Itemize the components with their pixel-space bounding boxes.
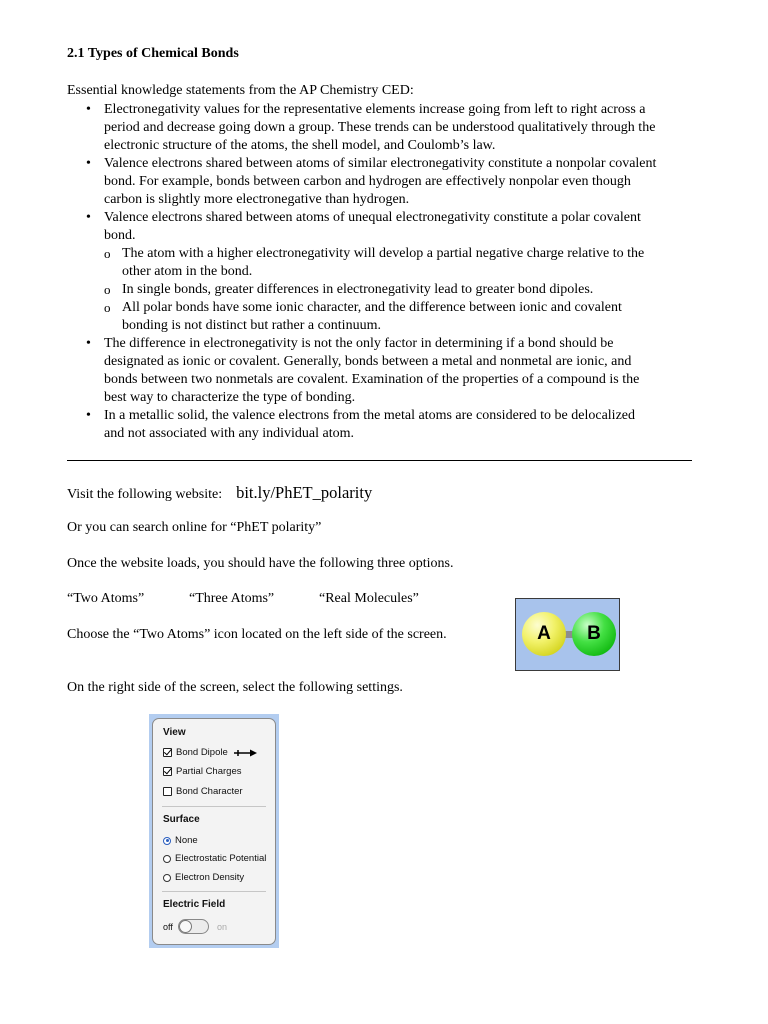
knowledge-line: period and decrease going down a group. These trends can be understood qualitatively through the: [104, 120, 656, 135]
knowledge-line: bond. For example, bonds between carbon and hydrogen are effectively nonpolar even though: [104, 174, 631, 189]
partial-charges-checkbox[interactable]: [163, 766, 241, 777]
surface-none-radio[interactable]: [163, 835, 198, 846]
intro-text: Essential knowledge statements from the AP Chemistry CED:: [67, 83, 414, 98]
radio-selected-icon: [163, 837, 171, 845]
bullet-icon: •: [86, 102, 91, 117]
knowledge-line: bond.: [104, 228, 136, 243]
knowledge-line: designated as ionic or covalent. Generally, bonds between a metal and nonmetal are ionic, and: [104, 354, 632, 369]
knowledge-line: carbon is slightly more electronegative than hydrogen.: [104, 192, 410, 207]
option-real-molecules: “Real Molecules”: [319, 591, 419, 606]
settings-intro: On the right side of the screen, select the following settings.: [67, 680, 403, 695]
section-heading: 2.1 Types of Chemical Bonds: [67, 46, 239, 61]
dipole-arrow-icon: [233, 749, 257, 757]
knowledge-line: and not associated with any individual atom.: [104, 426, 355, 441]
radio-unselected-icon: [163, 855, 171, 863]
two-atoms-icon[interactable]: [515, 598, 620, 671]
options-intro: Once the website loads, you should have the following three options.: [67, 556, 454, 571]
knowledge-line: Valence electrons shared between atoms of similar electronegativity constitute a nonpolar covalent: [104, 156, 657, 171]
knowledge-line: The difference in electronegativity is not the only factor in determining if a bond should be: [104, 336, 614, 351]
panel-divider: [162, 806, 266, 807]
view-title: View: [163, 727, 186, 738]
checkbox-checked-icon: [163, 748, 172, 757]
sub-bullet-icon: o: [104, 300, 111, 315]
surface-electron-density-radio[interactable]: [163, 872, 244, 883]
toggle-on-label: on: [217, 922, 228, 932]
radio-label: Electron Density: [175, 872, 245, 883]
checkbox-checked-icon: [163, 767, 172, 776]
radio-label: Electrostatic Potential: [175, 853, 267, 864]
options-row: [67, 591, 507, 611]
knowledge-item: [86, 407, 706, 443]
electric-field-title: Electric Field: [163, 899, 226, 910]
visit-text: Visit the following website:: [67, 487, 223, 502]
sub-line: The atom with a higher electronegativity will develop a partial negative charge relative to the: [122, 246, 645, 261]
knowledge-item: [86, 101, 706, 155]
horizontal-divider: [67, 460, 692, 461]
sub-line: In single bonds, greater differences in electronegativity lead to greater bond dipoles.: [122, 282, 594, 297]
toggle-off-label: off: [163, 922, 173, 932]
bond-character-checkbox[interactable]: [163, 786, 243, 797]
choose-text: Choose the “Two Atoms” icon located on the left side of the screen.: [67, 627, 447, 642]
electric-field-toggle[interactable]: [178, 919, 209, 934]
bullet-icon: •: [86, 210, 91, 225]
atom-a-icon: A: [522, 612, 566, 656]
checkbox-unchecked-icon: [163, 787, 172, 796]
panel-divider: [162, 891, 266, 892]
knowledge-line: In a metallic solid, the valence electrons from the metal atoms are considered to be delocalized: [104, 408, 636, 423]
knowledge-line: bonds between two nonmetals are covalent. Examination of the properties of a compound is the: [104, 372, 640, 387]
sub-line: other atom in the bond.: [122, 264, 253, 279]
sub-bullet-icon: o: [104, 282, 111, 297]
sub-bullet-icon: o: [104, 246, 111, 261]
atom-b-icon: B: [572, 612, 616, 656]
knowledge-item: [86, 209, 706, 335]
surface-title: Surface: [163, 814, 200, 825]
search-text: Or you can search online for “PhET polarity”: [67, 520, 322, 535]
knowledge-line: electronic structure of the atoms, the shell model, and Coulomb’s law.: [104, 138, 496, 153]
visit-line: [67, 483, 372, 503]
surface-electrostatic-radio[interactable]: [163, 853, 266, 864]
sub-item: [104, 281, 706, 299]
sub-line: All polar bonds have some ionic character, and the difference between ionic and covalent: [122, 300, 622, 315]
bond-dipole-checkbox[interactable]: [163, 747, 257, 758]
checkbox-label: Partial Charges: [176, 766, 242, 777]
radio-label: None: [175, 835, 198, 846]
toggle-knob[interactable]: [179, 920, 192, 933]
knowledge-line: Electronegativity values for the representative elements increase going from left to right across a: [104, 102, 646, 117]
sub-item: [104, 299, 706, 335]
knowledge-item: [86, 155, 706, 209]
radio-unselected-icon: [163, 874, 171, 882]
checkbox-label: Bond Dipole: [176, 747, 228, 758]
knowledge-item: [86, 335, 706, 407]
knowledge-line: best way to characterize the type of bonding.: [104, 390, 356, 405]
option-two-atoms: “Two Atoms”: [67, 591, 145, 606]
settings-panel: [152, 718, 276, 945]
bullet-icon: •: [86, 336, 91, 351]
sub-item: [104, 245, 706, 281]
knowledge-line: Valence electrons shared between atoms of unequal electronegativity constitute a polar covalent: [104, 210, 641, 225]
bullet-icon: •: [86, 156, 91, 171]
sub-list: [104, 245, 706, 335]
website-link[interactable]: bit.ly/PhET_polarity: [236, 483, 373, 502]
bullet-icon: •: [86, 408, 91, 423]
option-three-atoms: “Three Atoms”: [189, 591, 275, 606]
sub-line: bonding is not distinct but rather a continuum.: [122, 318, 381, 333]
checkbox-label: Bond Character: [176, 786, 243, 797]
knowledge-list: [86, 101, 706, 443]
